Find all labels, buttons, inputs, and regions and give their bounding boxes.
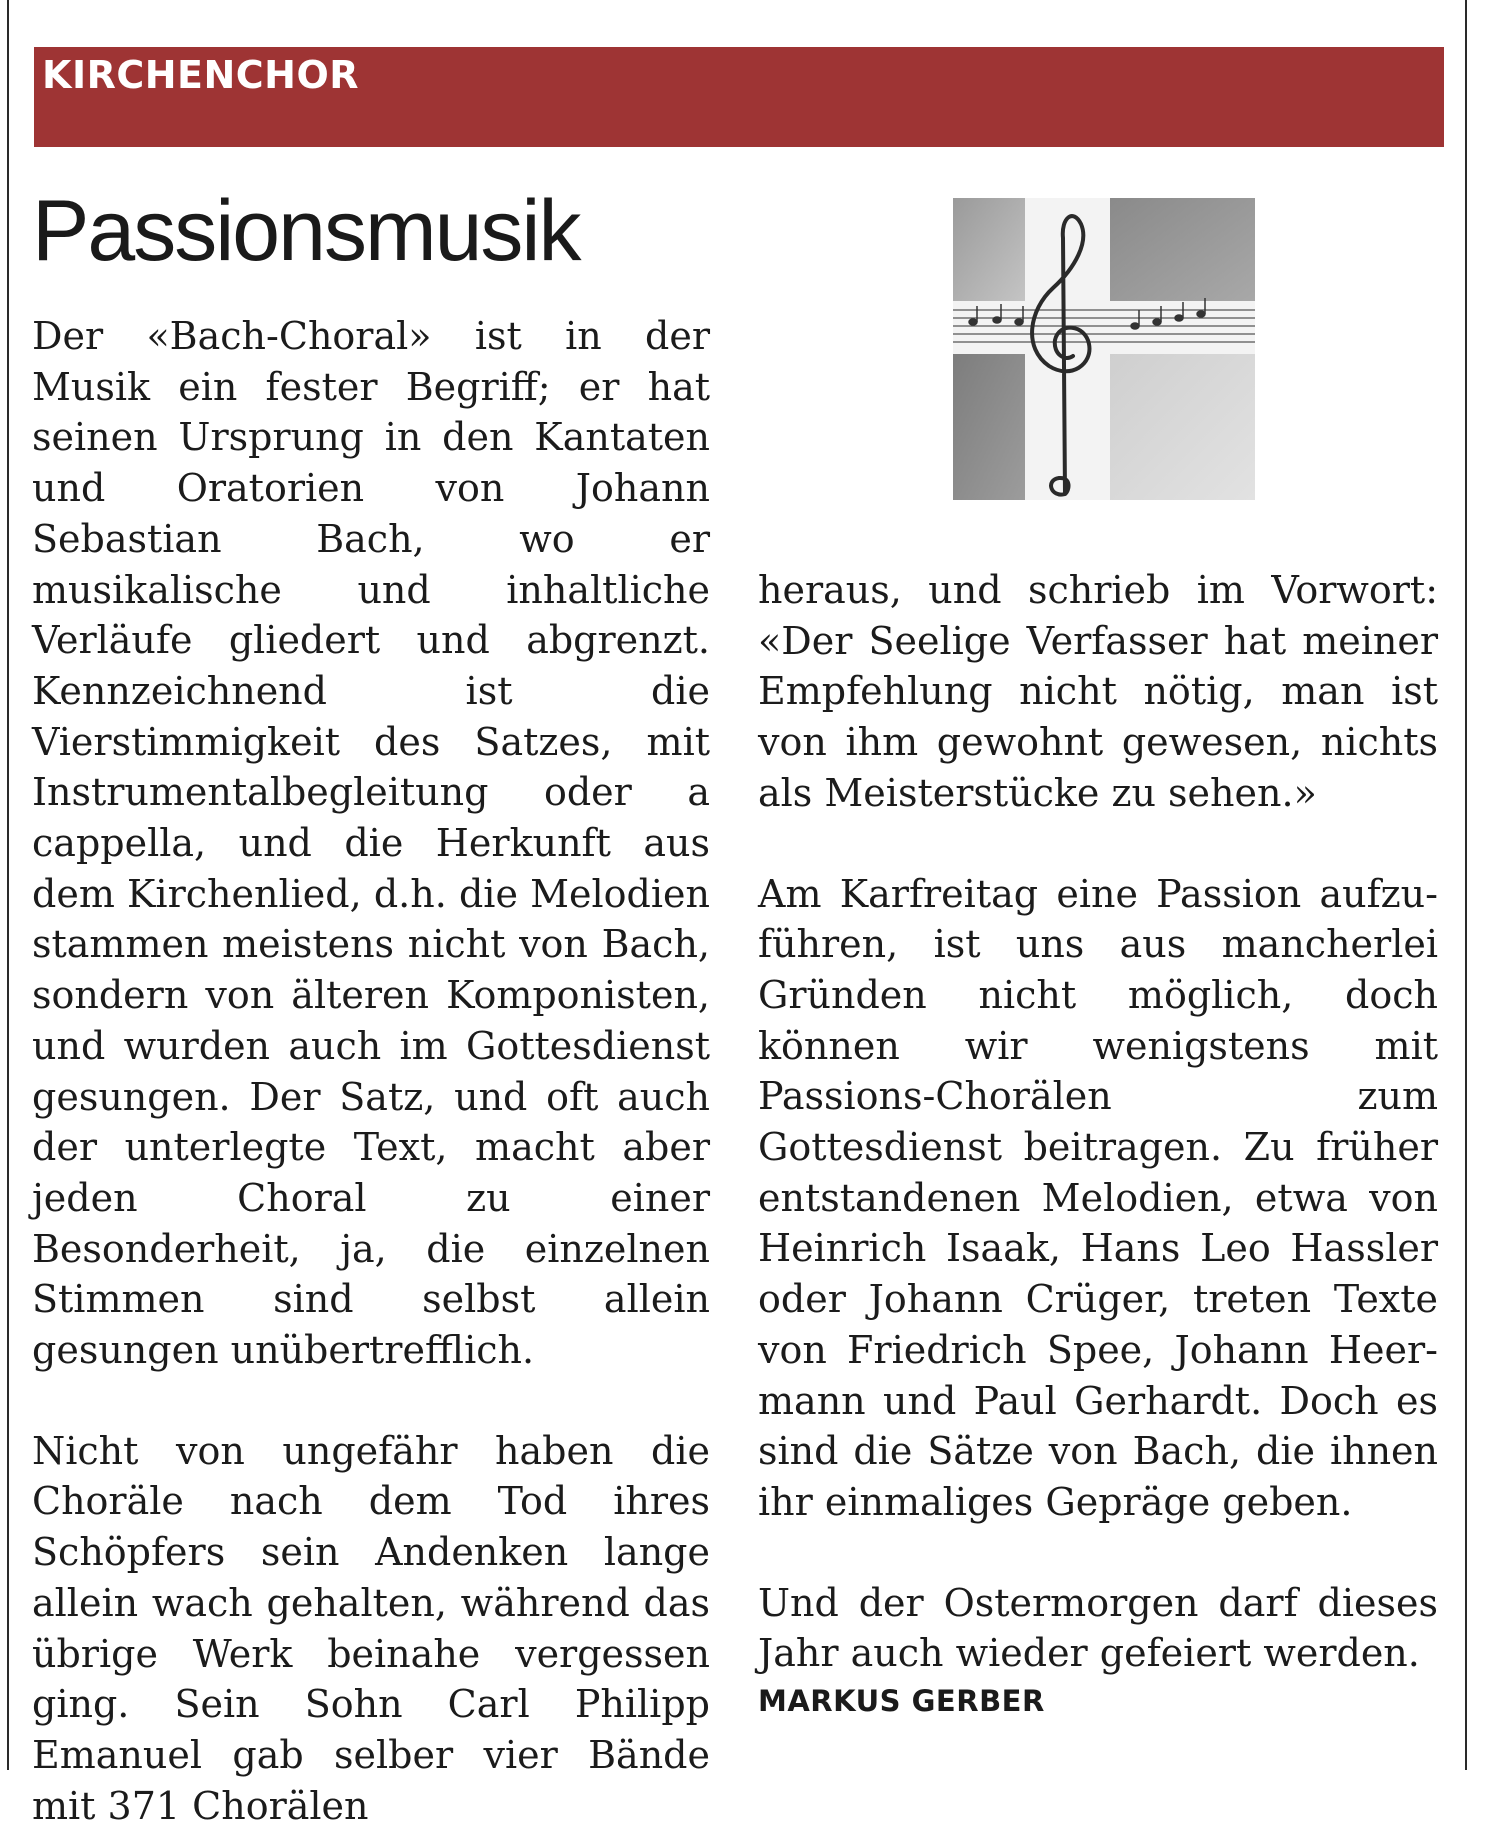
paragraph-easter-morning: Und der Ostermorgen darf dieses Jahr auch wieder gefeiert werden. bbox=[758, 1580, 1438, 1676]
author-byline: MARKUS GERBER bbox=[758, 1684, 1045, 1719]
section-kicker: KIRCHENCHOR bbox=[42, 53, 360, 97]
paragraph-good-friday: Am Karfreitag eine Passion aufzuführen, ist uns aus mancherlei Gründen nicht möglich, doch können wir wenigstens mit Passions-Chorälen zum Gottesdienst beitragen. Zu früher entstandenen Melodien, etwa von Heinrich Isaak, Hans Leo Hassler oder Johann Crüger, treten Texte von Friedrich Spee, Johann Heermann und Paul Gerhardt. Doch es sind die Sätze von Bach, die ihnen ihr einmaliges Gepräge geben. bbox=[758, 871, 1438, 1524]
article-column-left bbox=[32, 311, 710, 1831]
article-headline: Passionsmusik bbox=[32, 183, 580, 279]
right-column-rule bbox=[1465, 0, 1467, 1770]
section-header-bar bbox=[34, 47, 1444, 147]
paragraph-chorale-legacy: Nicht von ungefähr haben die Choräle nach dem Tod ihres Schöpfers sein Andenken lange allein wach gehalten, während das übrige Werk beinahe vergessen ging. Sein Sohn Carl Philipp Emanuel gab selber vier Bände mit 371 Chorälen bbox=[32, 1428, 710, 1828]
left-column-rule bbox=[7, 0, 9, 1770]
article-column-right bbox=[758, 565, 1438, 1719]
paragraph-bach-choral: Der «Bach-Choral» ist in der Musik ein fester Begriff; er hat seinen Ursprung in den Kantaten und Oratorien von Johann Sebastian Bach, wo er musikalische und inhaltliche Verläufe gliedert und abgrenzt. Kennzeichnend ist die Vierstimmigkeit des Satzes, mit Instrumentalbegleitung oder a cappella, und die Herkunft aus dem Kirchenlied, d.h. die Melodien stammen meistens nicht von Bach, sondern von älteren Komponisten, und wurden auch im Gottesdienst gesungen. Der Satz, und oft auch der unterlegte Text, macht aber jeden Choral zu einer Besonderheit, ja, die einzelnen Stimmen sind selbst allein gesungen unübertrefflich. bbox=[32, 314, 710, 1373]
treble-clef-cross-illustration bbox=[953, 198, 1255, 500]
paragraph-foreword-quote: heraus, und schrieb im Vorwort: «Der Seelige Verfasser hat meiner Empfehlung nicht nötig, man ist von ihm gewohnt gewesen, nichts als Meisterstücke zu sehen.» bbox=[758, 568, 1438, 815]
